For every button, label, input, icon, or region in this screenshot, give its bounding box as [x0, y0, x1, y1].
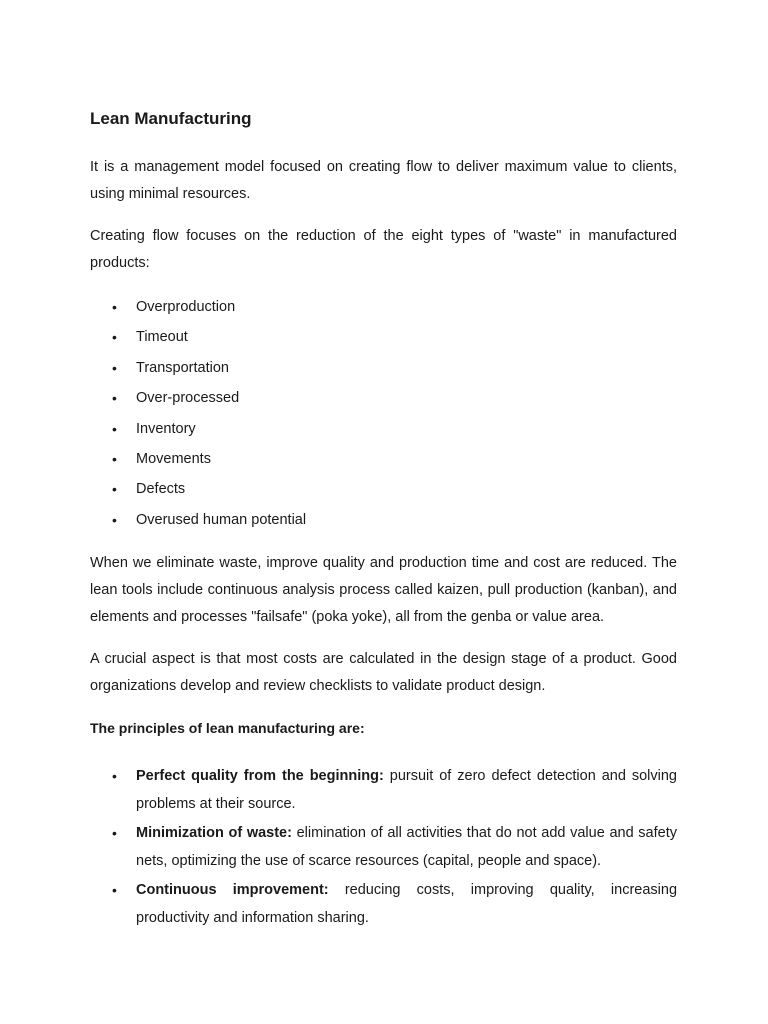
principle-text: pursuit of zero defect detection and solving problems at their source.: [136, 768, 677, 813]
principles-list: [90, 762, 677, 932]
principle-item: [90, 819, 677, 875]
list-item-label: Inventory: [136, 420, 196, 437]
bullet-icon: •: [112, 451, 117, 468]
list-item: [90, 474, 677, 504]
principle-text: reducing costs, improving quality, increasing productivity and information sharing.: [136, 882, 678, 927]
intro-paragraph: It is a management model focused on creating flow to deliver maximum value to clients, using minimal resources.: [90, 159, 677, 202]
waste-elimination-paragraph: When we eliminate waste, improve quality and production time and cost are reduced. The lean tools include continuous analysis process called kaizen, pull production (kanban), and elements and processes "failsafe" (poka yoke), all from the genba or value area.: [90, 555, 677, 626]
principles-heading: The principles of lean manufacturing are:: [90, 720, 365, 737]
principle-text: elimination of all activities that do not add value and safety nets, optimizing the use of scarce resources (capital, people and space).: [136, 825, 677, 870]
list-item: [90, 353, 677, 383]
list-item-label: Over-processed: [136, 390, 240, 407]
list-item: [90, 444, 677, 474]
design-stage-paragraph: A crucial aspect is that most costs are calculated in the design stage of a product. Good organizations develop and review checklists to validate product design.: [90, 651, 677, 695]
bullet-icon: •: [112, 882, 117, 899]
bullet-icon: •: [112, 299, 117, 315]
list-item: [90, 414, 677, 444]
principle-item: [90, 876, 677, 932]
list-item-label: Transportation: [136, 359, 229, 376]
document-page: [90, 106, 677, 933]
document-title: Lean Manufacturing: [90, 109, 252, 128]
flow-paragraph: Creating flow focuses on the reduction of the eight types of "waste" in manufactured products:: [90, 228, 677, 271]
list-item-label: Overused human potential: [136, 511, 307, 528]
principle-term: Continuous improvement:: [136, 882, 329, 899]
bullet-icon: •: [112, 420, 117, 437]
bullet-icon: •: [112, 768, 117, 785]
principle-term: Perfect quality from the beginning:: [136, 768, 384, 785]
bullet-icon: •: [112, 511, 117, 528]
list-item-label: Timeout: [136, 329, 188, 346]
principle-term: Minimization of waste:: [136, 825, 292, 842]
list-item: [90, 383, 677, 413]
bullet-icon: •: [112, 359, 117, 376]
bullet-icon: •: [112, 825, 117, 842]
waste-types-list: [90, 292, 677, 535]
list-item: [90, 322, 677, 352]
list-item: [90, 292, 677, 322]
list-item-label: Movements: [136, 451, 211, 468]
bullet-icon: •: [112, 481, 117, 498]
principle-item: [90, 762, 677, 818]
list-item: [90, 505, 677, 535]
list-item-label: Overproduction: [136, 299, 236, 315]
bullet-icon: •: [112, 390, 117, 407]
list-item-label: Defects: [136, 481, 186, 498]
bullet-icon: •: [112, 329, 117, 346]
